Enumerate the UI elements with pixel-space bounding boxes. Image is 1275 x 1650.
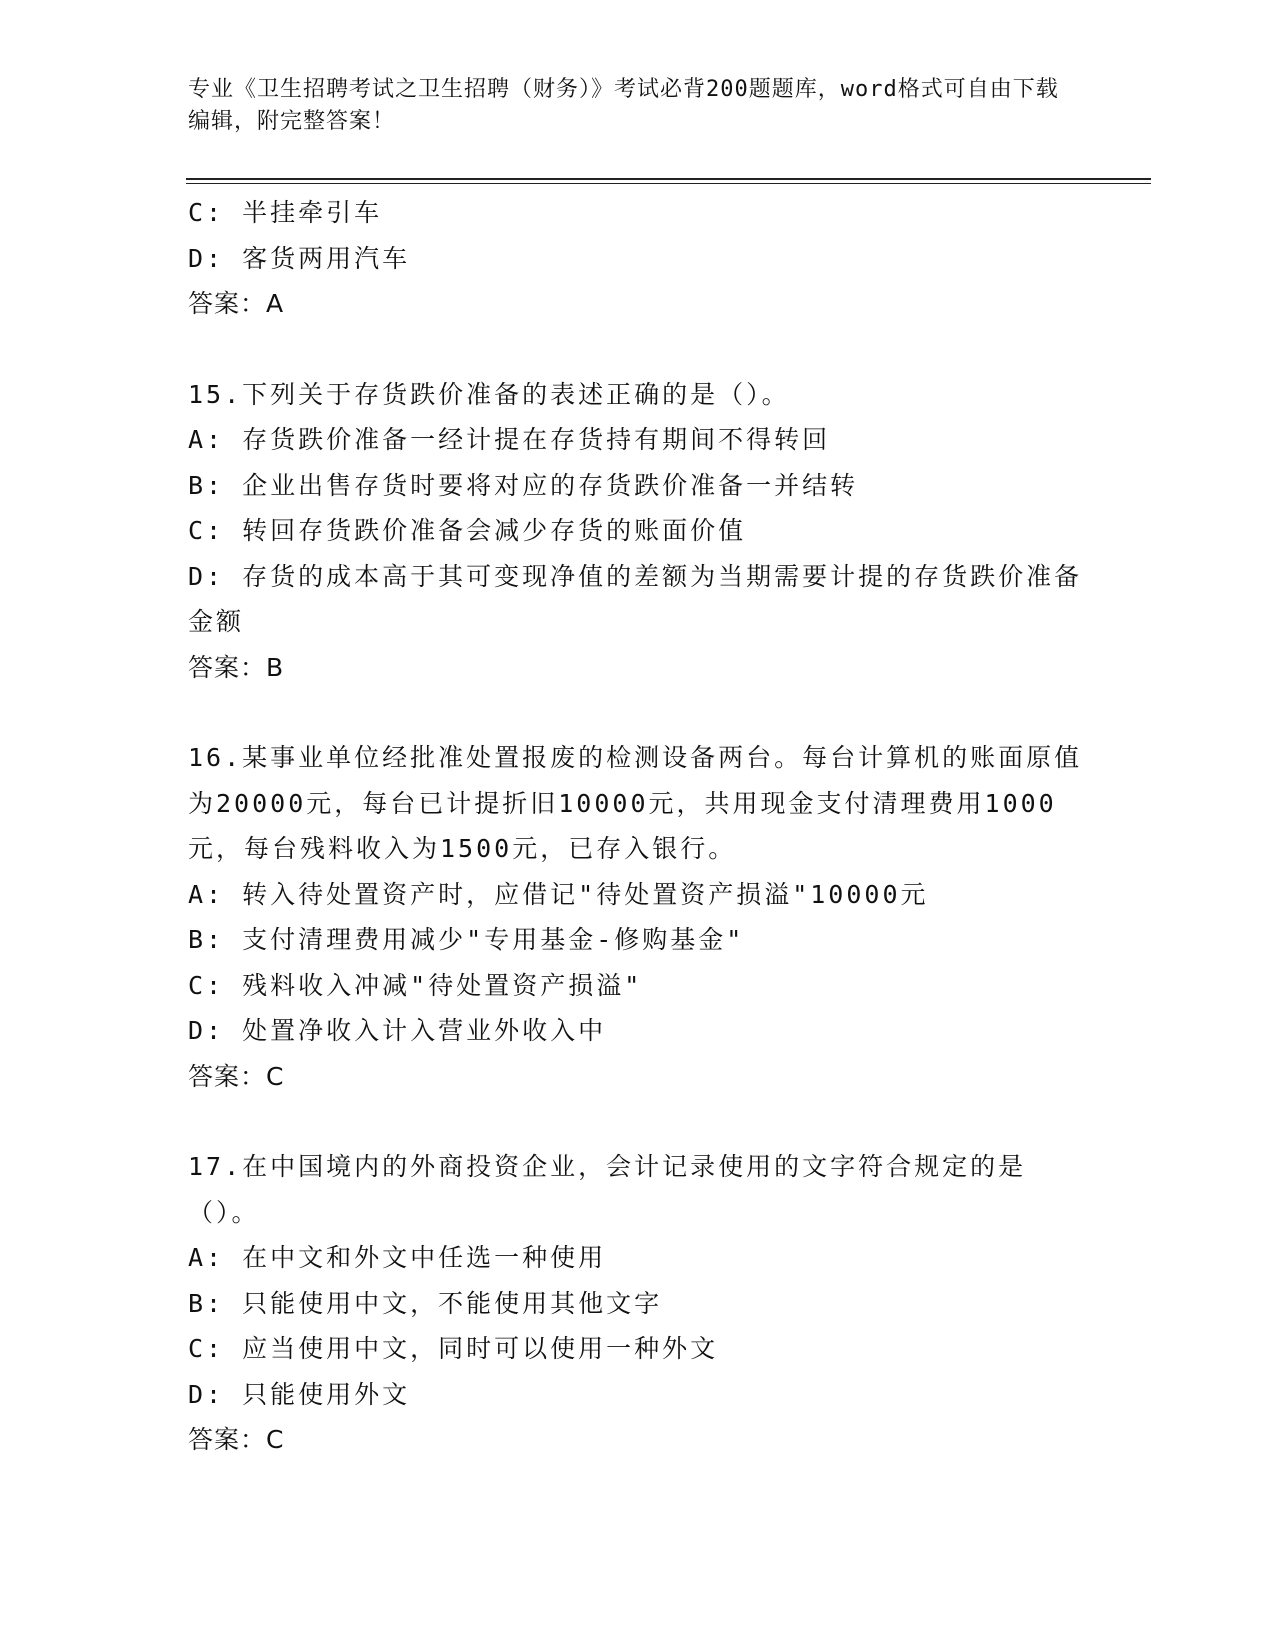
question-list xyxy=(188,190,1088,1463)
question-15 xyxy=(188,372,1088,691)
option-b: B: 支付清理费用减少"专用基金-修购基金" xyxy=(188,925,745,954)
option-c: C: 应当使用中文，同时可以使用一种外文 xyxy=(188,1334,719,1363)
answer: 答案：A xyxy=(188,289,285,318)
answer: 答案：C xyxy=(188,1061,285,1091)
question-14-tail xyxy=(188,190,1088,327)
option-c: C: 残料收入冲减"待处置资产损溢" xyxy=(188,970,643,1000)
question-16 xyxy=(188,735,1088,1099)
header-divider-thin xyxy=(186,183,1151,184)
answer: 答案：C xyxy=(188,1425,285,1454)
question-stem: 15.下列关于存货跌价准备的表述正确的是（）。 xyxy=(188,379,790,409)
option-a: A: 存货跌价准备一经计提在存货持有期间不得转回 xyxy=(188,425,831,454)
question-stem: 16.某事业单位经批准处置报废的检测设备两台。每台计算机的账面原值为20000元，每台已计提折旧10000元，共用现金支付清理费用1000元，每台残料收入为1500元，已存入银行。 xyxy=(188,743,1083,863)
option-d: D: 客货两用汽车 xyxy=(188,243,411,273)
question-17 xyxy=(188,1144,1088,1463)
option-c: C: 半挂牵引车 xyxy=(188,198,383,227)
page-header: 专业《卫生招聘考试之卫生招聘（财务）》考试必背200题题库，word格式可自由下载编辑，附完整答案！ xyxy=(188,77,1059,134)
option-d: D: 只能使用外文 xyxy=(188,1379,411,1409)
option-c: C: 转回存货跌价准备会减少存货的账面价值 xyxy=(188,516,747,545)
option-a: A: 转入待处置资产时，应借记"待处置资产损溢"10000元 xyxy=(188,879,929,909)
option-b: B: 企业出售存货时要将对应的存货跌价准备一并结转 xyxy=(188,470,859,500)
option-d: D: 处置净收入计入营业外收入中 xyxy=(188,1016,607,1045)
question-stem: 17.在中国境内的外商投资企业，会计记录使用的文字符合规定的是（）。 xyxy=(188,1152,1027,1227)
header-divider xyxy=(186,178,1151,180)
answer: 答案：B xyxy=(188,652,285,682)
option-d: D: 存货的成本高于其可变现净值的差额为当期需要计提的存货跌价准备金额 xyxy=(188,561,1083,636)
option-a: A: 在中文和外文中任选一种使用 xyxy=(188,1243,607,1272)
option-b: B: 只能使用中文，不能使用其他文字 xyxy=(188,1288,663,1318)
